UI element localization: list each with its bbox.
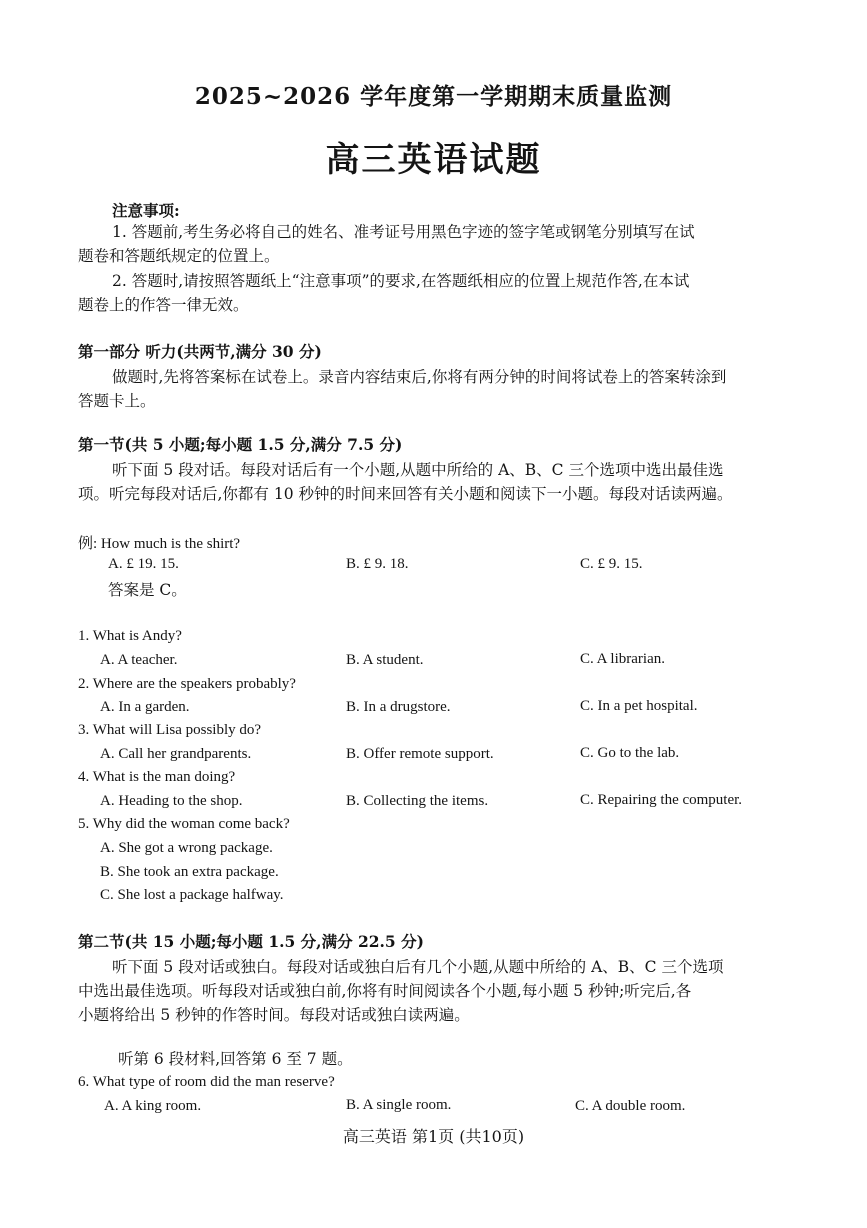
question-1-option-a: A. A teacher. [100,652,178,668]
page-footer: 高三英语 第1页 (共10页) [342,1127,525,1146]
question-2-option-b: B. In a drugstore. [346,699,451,715]
question-4-option-c: C. Repairing the computer. [580,792,743,808]
question-3-option-a: A. Call her grandparents. [100,746,252,762]
part1-instr-line1: 做题时,先将答案标在试卷上。录音内容结束后,你将有两分钟的时间将试卷上的答案转涂到 [112,368,727,386]
part1-instr-line2: 答题卡上。 [78,392,156,410]
question-2-option-c: C. In a pet hospital. [580,698,698,714]
example-option-c: C. £ 9. 15. [580,556,643,572]
section2-instr-line2: 中选出最佳选项。听每段对话或独白前,你将有时间阅读各个小题,每小题 5 秒钟;听完后,各 [78,982,692,1000]
example-option-b: B. £ 9. 18. [346,556,409,572]
notice-item1-line1: 1. 答题前,考生务必将自己的姓名、准考证号用黑色字迹的签字笔或钢笔分别填写在试 [112,223,695,241]
section1-heading: 第一节(共 5 小题;每小题 1.5 分,满分 7.5 分) [78,435,403,454]
question-4-option-a: A. Heading to the shop. [100,793,243,809]
notice-heading: 注意事项: [112,201,180,220]
notice-item2-line2: 题卷上的作答一律无效。 [78,296,249,314]
section2-instr-line3: 小题将给出 5 秒钟的作答时间。每段对话或独白读两遍。 [78,1006,470,1024]
question-5-option-b: B. She took an extra package. [100,864,279,880]
question-1-option-b: B. A student. [346,652,424,668]
term-title: 2025~2026 学年度第一学期期末质量监测 [194,83,673,110]
question-6-option-b: B. A single room. [346,1097,452,1113]
part1-heading: 第一部分 听力(共两节,满分 30 分) [78,342,322,361]
example-answer: 答案是 C。 [108,581,187,599]
question-5: 5. Why did the woman come back? [78,816,290,832]
question-4: 4. What is the man doing? [78,769,236,785]
question-6: 6. What type of room did the man reserve? [78,1074,335,1090]
question-2-option-a: A. In a garden. [100,699,190,715]
section2-instr-line1: 听下面 5 段对话或独白。每段对话或独白后有几个小题,从题中所给的 A、B、C 三个选项 [112,958,724,976]
example-option-a: A. £ 19. 15. [108,556,179,572]
notice-item1-line2: 题卷和答题纸规定的位置上。 [78,247,280,265]
section2-heading: 第二节(共 15 小题;每小题 1.5 分,满分 22.5 分) [78,932,424,951]
question-3-option-c: C. Go to the lab. [580,745,680,761]
question-1-option-c: C. A librarian. [580,651,665,667]
question-6-option-c: C. A double room. [575,1098,686,1114]
section1-instr-line2: 项。听完每段对话后,你都有 10 秒钟的时间来回答有关小题和阅读下一小题。每段对话读两遍。 [78,485,733,503]
question-5-option-c: C. She lost a package halfway. [100,887,284,903]
question-4-option-b: B. Collecting the items. [346,793,489,809]
question-3-option-b: B. Offer remote support. [346,746,494,762]
question-6-option-a: A. A king room. [104,1098,202,1114]
material6-intro: 听第 6 段材料,回答第 6 至 7 题。 [118,1050,353,1068]
question-1: 1. What is Andy? [78,628,182,644]
question-2: 2. Where are the speakers probably? [78,676,296,692]
question-3: 3. What will Lisa possibly do? [78,722,262,738]
section1-instr-line1: 听下面 5 段对话。每段对话后有一个小题,从题中所给的 A、B、C 三个选项中选出最佳选 [112,461,724,479]
notice-item2-line1: 2. 答题时,请按照答题纸上“注意事项”的要求,在答题纸相应的位置上规范作答,在本试 [112,272,690,290]
exam-title: 高三英语试题 [325,140,542,180]
question-5-option-a: A. She got a wrong package. [100,840,273,856]
example-question: 例: How much is the shirt? [78,536,241,552]
